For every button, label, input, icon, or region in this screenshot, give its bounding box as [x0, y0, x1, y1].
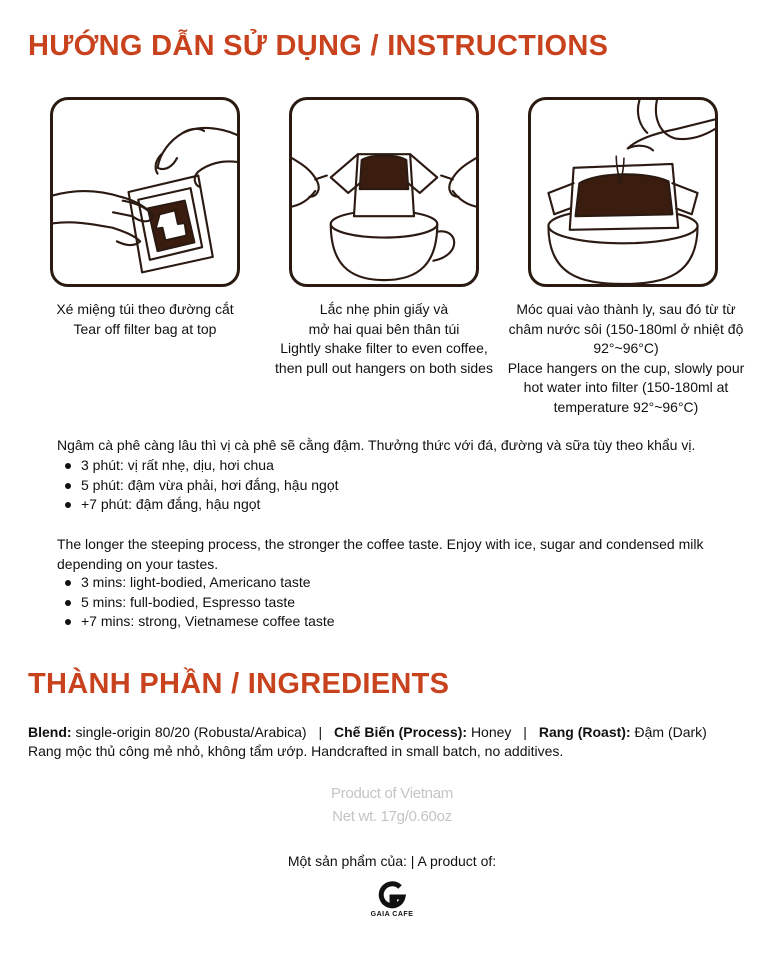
list-item: +7 mins: strong, Vietnamese coffee taste — [57, 612, 335, 632]
step-2-caption — [259, 300, 509, 378]
gaia-logo-icon — [377, 880, 407, 910]
caption-line: Lắc nhẹ phin giấy và — [319, 301, 449, 317]
blend-value: single-origin 80/20 (Robusta/Arabica) — [75, 724, 307, 740]
product-by-label: Một sản phẩm của: | A product of: — [287, 853, 497, 869]
caption-line: châm nước sôi (150-180ml ở nhiệt độ — [508, 320, 744, 337]
caption-line: mở hai quai bên thân túi — [308, 320, 460, 337]
list-item: 5 mins: full-bodied, Espresso taste — [57, 593, 335, 613]
caption-line: Lightly shake filter to even coffee, — [280, 340, 488, 356]
roast-value: Đậm (Dark) — [634, 724, 707, 740]
caption-line: then pull out hangers on both sides — [275, 359, 493, 376]
caption-line: hot water into filter (150-180ml at — [523, 379, 729, 395]
process-label: Chế Biến (Process): — [334, 724, 468, 740]
step-3-caption — [498, 300, 754, 417]
steeping-list-vi — [57, 456, 339, 515]
step-1-caption — [20, 300, 270, 339]
list-item: 3 phút: vị rất nhẹ, dịu, hơi chua — [57, 456, 339, 476]
step-1-illustration — [50, 97, 240, 287]
caption-line: Tear off filter bag at top — [73, 320, 217, 337]
gaia-cafe-logo — [370, 880, 414, 930]
ingredients-title: THÀNH PHẦN / INGREDIENTS — [28, 668, 450, 700]
step-3-illustration — [528, 97, 718, 287]
brand-name: GAIA CAFE — [370, 911, 414, 918]
instructions-title: HƯỚNG DẪN SỬ DỤNG / INSTRUCTIONS — [28, 30, 609, 62]
list-item: 3 mins: light-bodied, Americano taste — [57, 573, 335, 593]
steeping-intro-en: The longer the steeping process, the stronger the coffee taste. Enjoy with ice, sugar and condensed milk depending on your tastes. — [57, 536, 704, 572]
product-origin: Product of Vietnam — [331, 785, 453, 802]
caption-line: Móc quai vào thành ly, sau đó từ từ — [516, 301, 736, 317]
separator: | — [523, 724, 527, 740]
blend-label: Blend: — [28, 724, 72, 740]
pour-water-icon — [531, 100, 715, 284]
caption-line: Place hangers on the cup, slowly pour — [507, 359, 745, 376]
caption-line: 92°~96°C) — [593, 340, 659, 356]
net-weight: Net wt. 17g/0.60oz — [332, 808, 452, 825]
roast-label: Rang (Roast): — [538, 724, 631, 740]
ingredients-note: Rang mộc thủ công mẻ nhỏ, không tẩm ướp. Handcrafted in small batch, no additives. — [28, 743, 564, 759]
steeping-list-en — [57, 573, 335, 632]
list-item: 5 phút: đậm vừa phải, hơi đắng, hậu ngọt — [57, 476, 339, 496]
process-value: Honey — [470, 724, 512, 740]
caption-line: Xé miệng túi theo đường cắt — [56, 301, 234, 317]
tear-bag-icon — [53, 100, 237, 284]
steeping-intro-vi: Ngâm cà phê càng lâu thì vị cà phê sẽ cằng đậm. Thưởng thức với đá, đường và sữa tùy theo khẩu vị. — [57, 437, 696, 453]
separator: | — [318, 724, 323, 740]
step-2-illustration — [289, 97, 479, 287]
shake-filter-icon — [292, 100, 476, 284]
list-item: +7 phút: đậm đắng, hậu ngọt — [57, 495, 339, 515]
ingredients-spec — [28, 723, 707, 743]
caption-line: temperature 92°~96°C) — [553, 398, 699, 415]
